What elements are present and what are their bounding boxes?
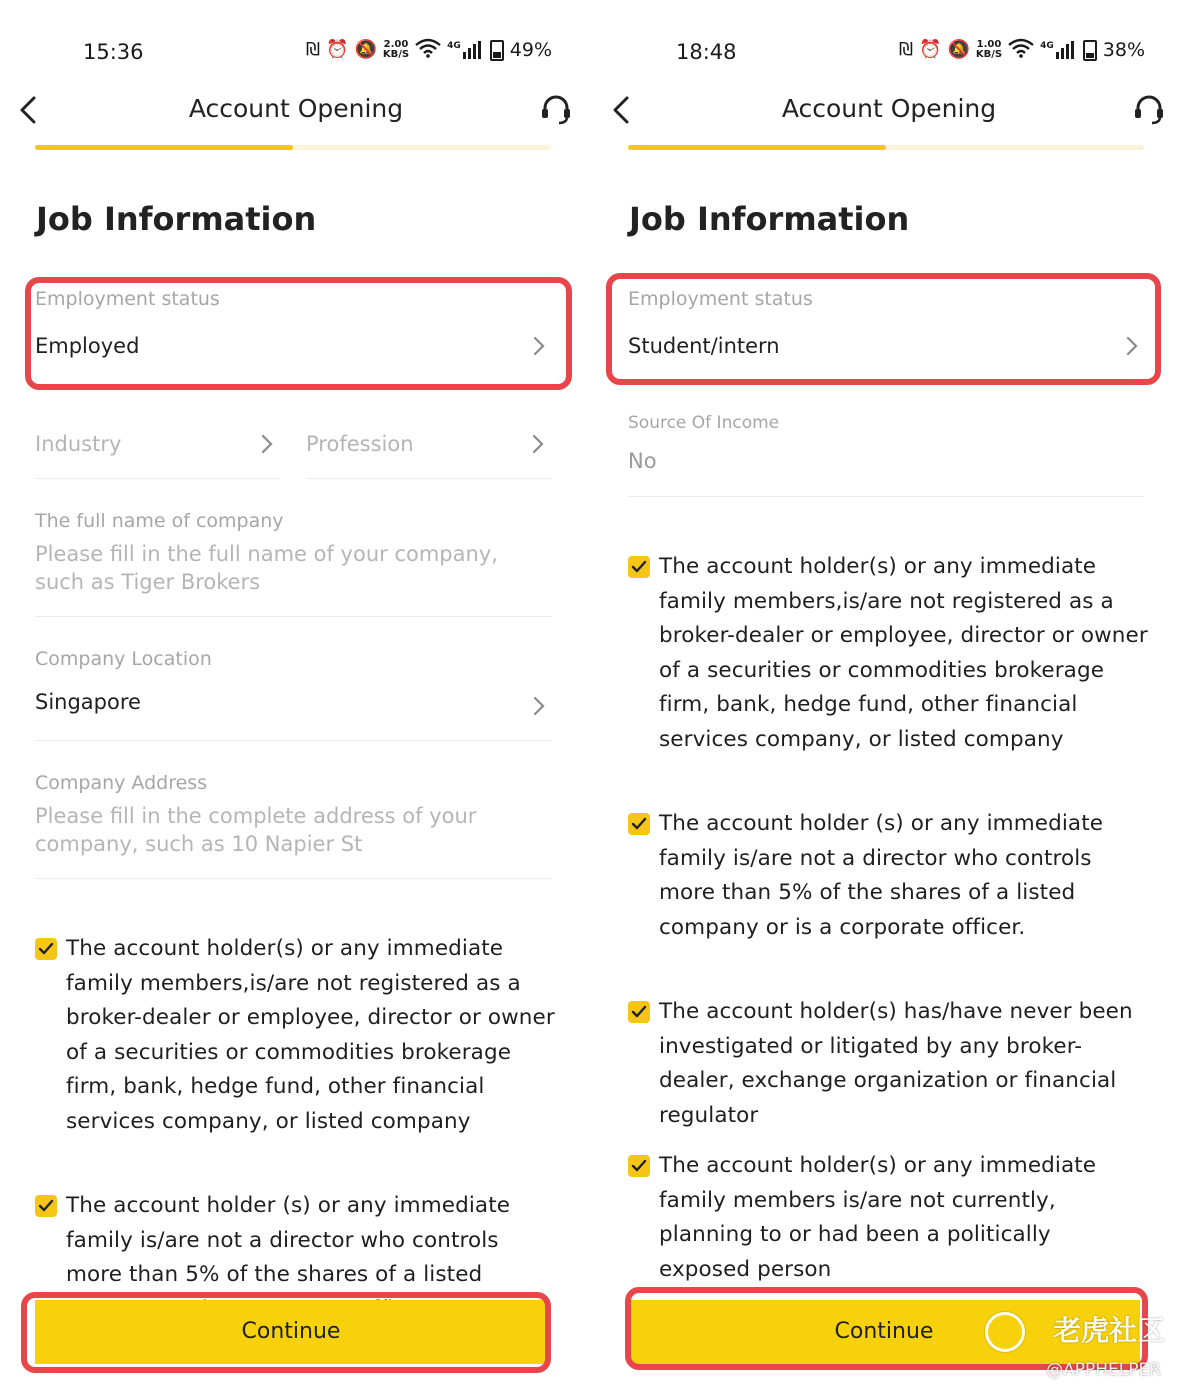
checkbox-checked-icon[interactable]	[628, 556, 650, 578]
status-time: 15:36	[83, 40, 144, 64]
watermark-text: 老虎社区	[1052, 1314, 1165, 1347]
wifi-icon	[415, 38, 441, 62]
page-title: Job Information	[629, 200, 910, 238]
battery-percent: 49%	[509, 39, 552, 61]
company-name-label: The full name of company	[35, 510, 284, 532]
watermark-handle: @APPHELPER	[1046, 1360, 1161, 1380]
declaration-text: The account holder (s) or any immediate family is/are not a director who controls more than 5% of the shares of a listed	[66, 1193, 511, 1288]
signal-icon: 4G	[447, 41, 484, 59]
wifi-icon	[1008, 38, 1034, 62]
divider	[306, 478, 551, 479]
profession-select[interactable]	[306, 430, 550, 480]
industry-placeholder: Industry	[35, 432, 122, 456]
declaration-text: The account holder(s) or any immediate family members,is/are not registered as a broker-dealer or employee, director or owner of a securities or commodities brokerage firm, bank, hedge fund, other financial services company, or listed company	[66, 936, 555, 1134]
network-speed: 1.00 KB/S	[975, 39, 1003, 60]
progress-fill	[628, 145, 886, 150]
status-bar	[0, 38, 592, 68]
nfc-icon: ₪	[305, 39, 321, 60]
divider	[35, 616, 551, 617]
status-bar	[593, 38, 1185, 68]
chevron-right-icon	[533, 336, 545, 356]
progress-fill	[35, 145, 293, 150]
declaration-text: The account holder(s) or any immediate family members,is/are not registered as a broker-dealer or employee, director or owner of a securities or commodities brokerage firm, bank, hedge fund, other financial services company, or listed company	[659, 554, 1148, 752]
declaration-item[interactable]	[628, 807, 1148, 945]
divider	[35, 478, 279, 479]
employment-status-value: Employed	[35, 334, 140, 358]
source-of-income-value: No	[628, 449, 657, 473]
declaration-item[interactable]	[628, 550, 1148, 758]
progress-track	[628, 145, 1144, 150]
declaration-text: The account holder(s) or any immediate family members is/are not currently, planning to or had been a politically exposed person	[659, 1153, 1097, 1282]
network-speed: 2.00 KB/S	[382, 39, 410, 60]
company-location-label: Company Location	[35, 648, 212, 670]
declaration-text: The account holder(s) has/have never been investigated or litigated by any broker-dealer, exchange organization or financial regulator	[659, 999, 1133, 1128]
page-header-title: Account Opening	[781, 94, 997, 123]
phone-screen-left	[0, 0, 592, 1400]
page-header-title: Account Opening	[188, 94, 404, 123]
checkbox-checked-icon[interactable]	[35, 1195, 57, 1217]
nav-bar	[0, 88, 592, 132]
watermark-logo-icon	[985, 1312, 1025, 1352]
declaration-item[interactable]	[35, 932, 555, 1140]
phone-screen-right	[593, 0, 1185, 1400]
employment-status-value: Student/intern	[628, 334, 780, 358]
progress-track	[35, 145, 551, 150]
divider	[35, 878, 551, 879]
employment-status-select[interactable]	[628, 284, 1144, 374]
employment-status-label: Employment status	[35, 288, 220, 310]
chevron-right-icon	[1126, 336, 1138, 356]
company-name-placeholder: Please fill in the full name of your company, such as Tiger Brokers	[35, 542, 498, 594]
battery-icon	[1083, 40, 1097, 61]
declaration-item[interactable]	[628, 1149, 1148, 1287]
customer-service-icon[interactable]	[1131, 92, 1167, 128]
declaration-text: The account holder (s) or any immediate family is/are not a director who controls more than 5% of the shares of a listed company or is a corporate officer.	[659, 811, 1104, 940]
battery-icon	[490, 40, 504, 61]
divider	[628, 496, 1144, 497]
company-address-field[interactable]	[35, 772, 551, 858]
declaration-item[interactable]	[628, 995, 1148, 1133]
divider	[35, 740, 551, 741]
scroll-clip	[0, 1188, 592, 1288]
chevron-right-icon	[532, 434, 544, 454]
mute-icon: 🔕	[354, 39, 377, 60]
company-address-label: Company Address	[35, 772, 208, 794]
source-of-income-label: Source Of Income	[628, 413, 780, 433]
checkbox-checked-icon[interactable]	[628, 813, 650, 835]
company-location-select[interactable]	[35, 648, 551, 728]
company-location-value: Singapore	[35, 690, 141, 714]
employment-status-label: Employment status	[628, 288, 813, 310]
page-title: Job Information	[36, 200, 317, 238]
alarm-icon: ⏰	[326, 39, 349, 60]
checkbox-checked-icon[interactable]	[35, 938, 57, 960]
employment-status-select[interactable]	[35, 284, 551, 374]
checkbox-checked-icon[interactable]	[628, 1001, 650, 1023]
chevron-right-icon	[533, 696, 545, 716]
nfc-icon: ₪	[898, 39, 914, 60]
continue-button[interactable]: Continue	[35, 1300, 547, 1364]
checkbox-checked-icon[interactable]	[628, 1155, 650, 1177]
nav-bar	[593, 88, 1185, 132]
company-name-field[interactable]	[35, 510, 551, 596]
alarm-icon: ⏰	[919, 39, 942, 60]
battery-percent: 38%	[1102, 39, 1145, 61]
continue-button[interactable]: Continue	[628, 1300, 1140, 1364]
source-of-income-field[interactable]	[628, 413, 1144, 473]
status-time: 18:48	[676, 40, 737, 64]
company-address-placeholder: Please fill in the complete address of your company, such as 10 Napier St	[35, 804, 477, 856]
signal-icon: 4G	[1040, 41, 1077, 59]
mute-icon: 🔕	[947, 39, 970, 60]
chevron-right-icon	[261, 434, 273, 454]
profession-placeholder: Profession	[306, 432, 414, 456]
industry-select[interactable]	[35, 430, 279, 480]
customer-service-icon[interactable]	[538, 92, 574, 128]
